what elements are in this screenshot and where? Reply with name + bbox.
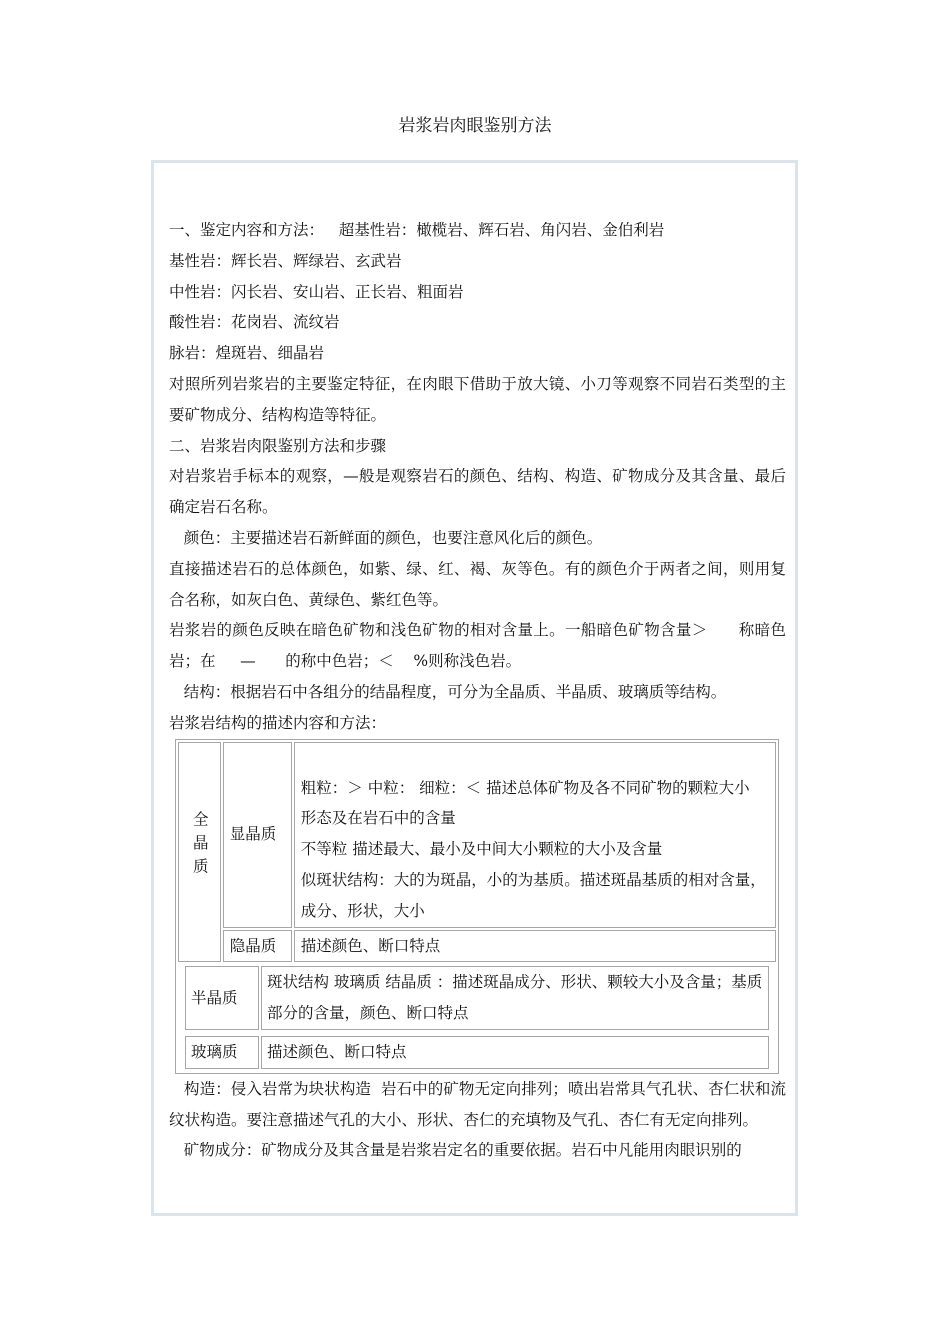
paragraph: 颜色：主要描述岩石新鲜面的颜色，也要注意风化后的颜色。 xyxy=(169,528,603,547)
paragraph: 对照所列岩浆岩的主要鉴定特征，在肉眼下借助于放大镜、小刀等观察不同岩石类型的主要矿物成分、结构构造等特征。 xyxy=(169,374,786,424)
paragraph: 构造：侵入岩常为块状构造 岩石中的矿物无定向排列；喷出岩常具气孔状、杏仁状和流纹状构造。要注意描述气孔的大小、形状、杏仁的充填物及气孔、杏仁有无定向排列。 xyxy=(169,1079,787,1129)
full-crystal-text: 全晶质 xyxy=(190,811,209,882)
paragraph: 酸性岩：花岗岩、流纹岩 xyxy=(169,313,340,332)
section-heading: 二、岩浆岩肉限鉴别方法和步骤 xyxy=(169,436,387,455)
content-body xyxy=(169,215,786,1166)
paragraph: 中性岩：闪长岩、安山岩、正长岩、粗面岩 xyxy=(169,282,464,301)
phanero-label: 显晶质 xyxy=(223,742,292,928)
phanero-line: 粗粒：＞ 中粒： 细粒：＜ 描述总体矿物及各不同矿物的颗粒大小 形态及在岩石中的含量 xyxy=(300,778,750,828)
structure-table xyxy=(175,739,779,1074)
paragraph: 直接描述岩石的总体颜色，如紫、绿、红、褐、灰等色。有的颜色介于两者之间，则用复合名称，如灰白色、黄绿色、紫红色等。 xyxy=(169,559,786,609)
document-title: 岩浆岩肉眼鉴别方法 xyxy=(398,116,552,136)
glass-label: 玻璃质 xyxy=(185,1036,259,1069)
semi-label: 半晶质 xyxy=(185,966,259,1030)
paragraph: 岩浆岩的颜色反映在暗色矿物和浅色矿物的相对含量上。一船暗色矿物含量＞ 称暗色岩；在 — 的称中色岩；＜ %则称浅色岩。 xyxy=(169,621,786,671)
glass-desc: 描述颜色、断口特点 xyxy=(261,1036,769,1069)
phanero-line: 似斑状结构：大的为斑晶，小的为基质。描述斑晶基质的相对含量，成分、形状，大小 xyxy=(300,870,766,920)
glass-table xyxy=(183,1034,771,1071)
paragraph: 矿物成分：矿物成分及其含量是岩浆岩定名的重要依据。岩石中凡能用肉眼识别的 xyxy=(169,1141,742,1160)
semi-desc: 斑状结构 玻璃质 结晶质 ：描述斑晶成分、形状、颗较大小及含量；基质部分的含量，颜色、断口特点 xyxy=(261,966,769,1030)
paragraph: 一、鉴定内容和方法： 超基性岩：橄榄岩、辉石岩、角闪岩、金伯利岩 xyxy=(169,221,665,239)
paragraph: 岩浆岩结构的描述内容和方法： xyxy=(169,713,387,732)
paragraph: 对岩浆岩手标本的观察，—般是观察岩石的颜色、结构、构造、矿物成分及其含量、最后确定岩石名称。 xyxy=(169,467,786,517)
paragraph: 脉岩：煌斑岩、细晶岩 xyxy=(169,344,325,363)
semi-row xyxy=(178,964,776,1032)
semi-table xyxy=(183,964,771,1032)
paragraph: 结构：根据岩石中各组分的结晶程度，可分为全晶质、半晶质、玻璃质等结构。 xyxy=(169,682,727,701)
crypto-label: 隐晶质 xyxy=(223,930,292,963)
phanero-desc xyxy=(294,742,776,928)
content-frame xyxy=(151,160,798,1216)
full-crystal-label xyxy=(178,742,221,963)
glass-row xyxy=(178,1034,776,1071)
phanero-line: 不等粒 描述最大、最小及中间大小颗粒的大小及含量 xyxy=(300,840,663,859)
crypto-desc: 描述颜色、断口特点 xyxy=(294,930,776,963)
paragraph: 基性岩：辉长岩、辉绿岩、玄武岩 xyxy=(169,251,402,270)
